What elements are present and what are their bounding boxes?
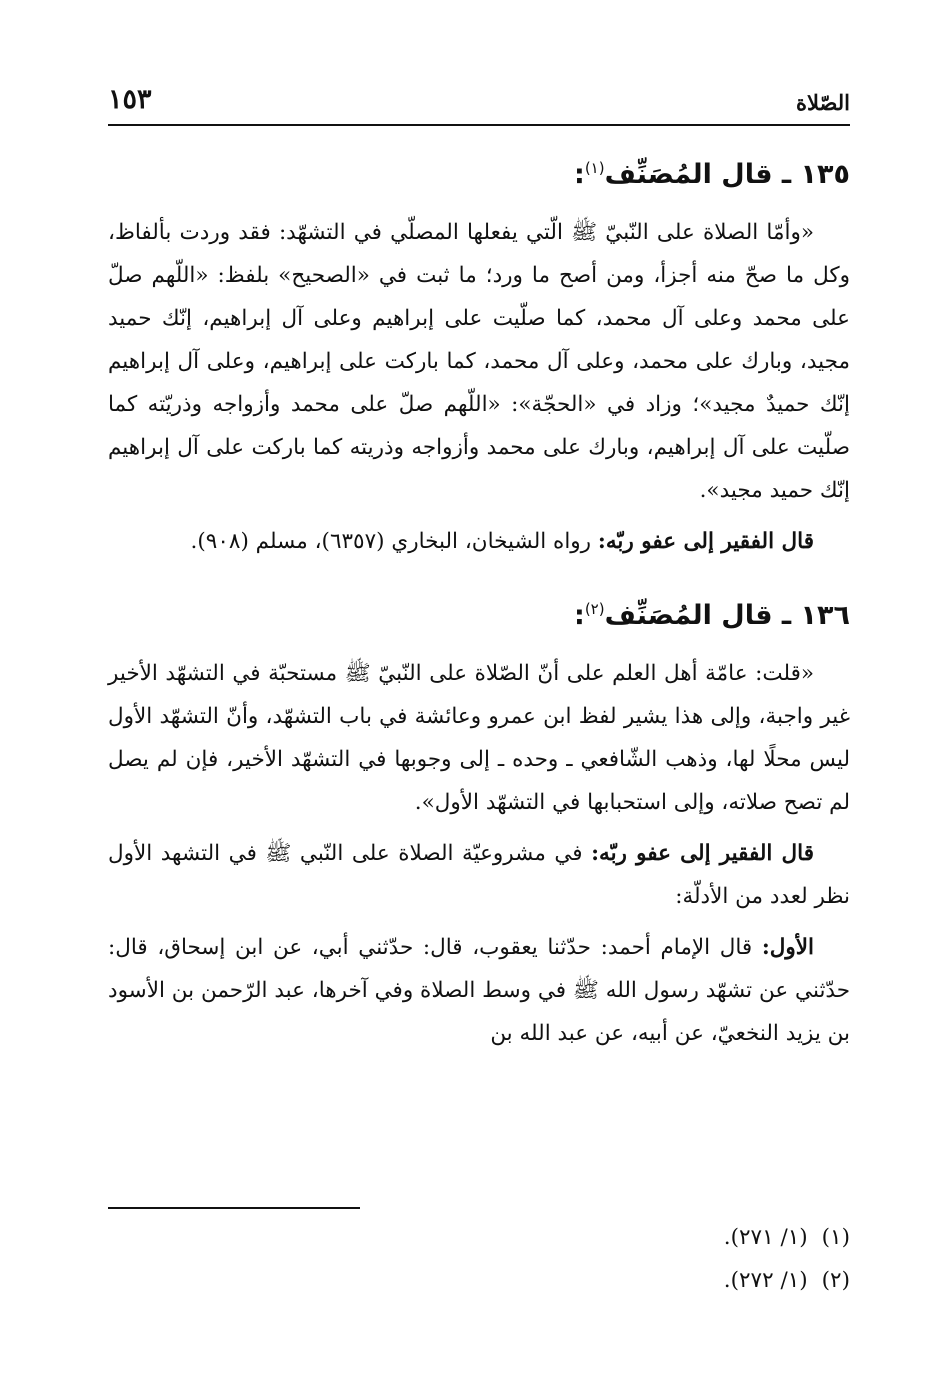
quoted-paragraph: «قلت: عامّة أهل العلم على أنّ الصّلاة على النّبيّ ﷺ مستحبّة في التشهّد الأخير غير واجبة، وإلى هذا يشير لفظ ابن عمرو وعائشة في باب التشهّد، وأنّ التشهّد الأول ليس محلًا لها، وذهب الشّافعي ـ وحده ـ إلى وجوبها في التشهّد الأخير، فإن لم يصل لم تصح صلاته، وإلى استحبابها في التشهّد الأول». [108, 661, 850, 815]
book-page [108, 0, 850, 1381]
quoted-paragraph: «وأمّا الصلاة على النّبيّ ﷺ الّتي يفعلها المصلّي في التشهّد: فقد وردت بألفاظ، وكل ما صحّ منه أجزأ، ومن أصح ما ورد؛ ما ثبت في «الصحيح» بلفظ: «اللّهم صلّ على محمد وعلى آل محمد، كما صلّيت على إبراهيم وعلى آل إبراهيم، إنّك حميد مجيد، وبارك على محمد، وعلى آل محمد، كما باركت على إبراهيم، وعلى آل إبراهيم إنّك حميدٌ مجيد»؛ وزاد في «الحجّة»: «اللّهم صلّ على محمد وأزواجه وذريّته كما صلّيت على آل إبراهيم، وبارك على محمد وأزواجه وذريته كما باركت على آل إبراهيم إنّك حميد مجيد». [108, 220, 850, 503]
section-heading-135 [108, 138, 850, 205]
evidence-lead: الأول: [761, 935, 814, 960]
commentary-lead: قال الفقير إلى عفو ربّه: [597, 529, 814, 554]
commentary-text: رواه الشيخان، البخاري (٦٣٥٧)، مسلم (٩٠٨). [190, 529, 598, 554]
evidence-text: قال الإمام أحمد: حدّثنا يعقوب، قال: حدّثني أبي، عن ابن إسحاق، قال: حدّثني عن تشهّد رسول الله ﷺ في وسط الصلاة وفي آخرها، عبد الرّحمن بن الأسود بن يزيد النخعيّ، عن أبيه، عن عبد الله بن [108, 935, 850, 1046]
running-header [108, 80, 850, 126]
commentary-paragraph [108, 832, 850, 918]
evidence-paragraph [108, 926, 850, 1055]
section-heading-text: ١٣٥ ـ قال المُصَنِّف [604, 159, 850, 190]
page-content [108, 138, 850, 1063]
footnote-item [108, 1216, 850, 1259]
footnotes [108, 1216, 850, 1302]
footnote-item [108, 1259, 850, 1302]
footnote-number: (١) [821, 1225, 850, 1250]
footnote-text: (١/ ٢٧١). [723, 1225, 808, 1250]
footnote-ref: (١) [584, 159, 605, 177]
section-heading-text: ١٣٦ ـ قال المُصَنِّف [604, 600, 850, 631]
footnote-number: (٢) [821, 1268, 850, 1293]
commentary-text: في مشروعيّة الصلاة على النّبي ﷺ في التشهد الأول نظر لعدد من الأدلّة: [108, 841, 850, 909]
footnote-separator [108, 1207, 360, 1209]
commentary-lead: قال الفقير إلى عفو ربّه: [591, 841, 814, 866]
footnote-text: (١/ ٢٧٢). [723, 1268, 808, 1293]
section-heading-136 [108, 579, 850, 646]
heading-colon: : [574, 600, 585, 631]
commentary-paragraph [108, 520, 850, 563]
running-title: الصّلاة [796, 90, 850, 115]
heading-colon: : [574, 159, 585, 190]
page-number: ١٥٣ [108, 84, 152, 115]
footnote-ref: (٢) [584, 600, 605, 618]
